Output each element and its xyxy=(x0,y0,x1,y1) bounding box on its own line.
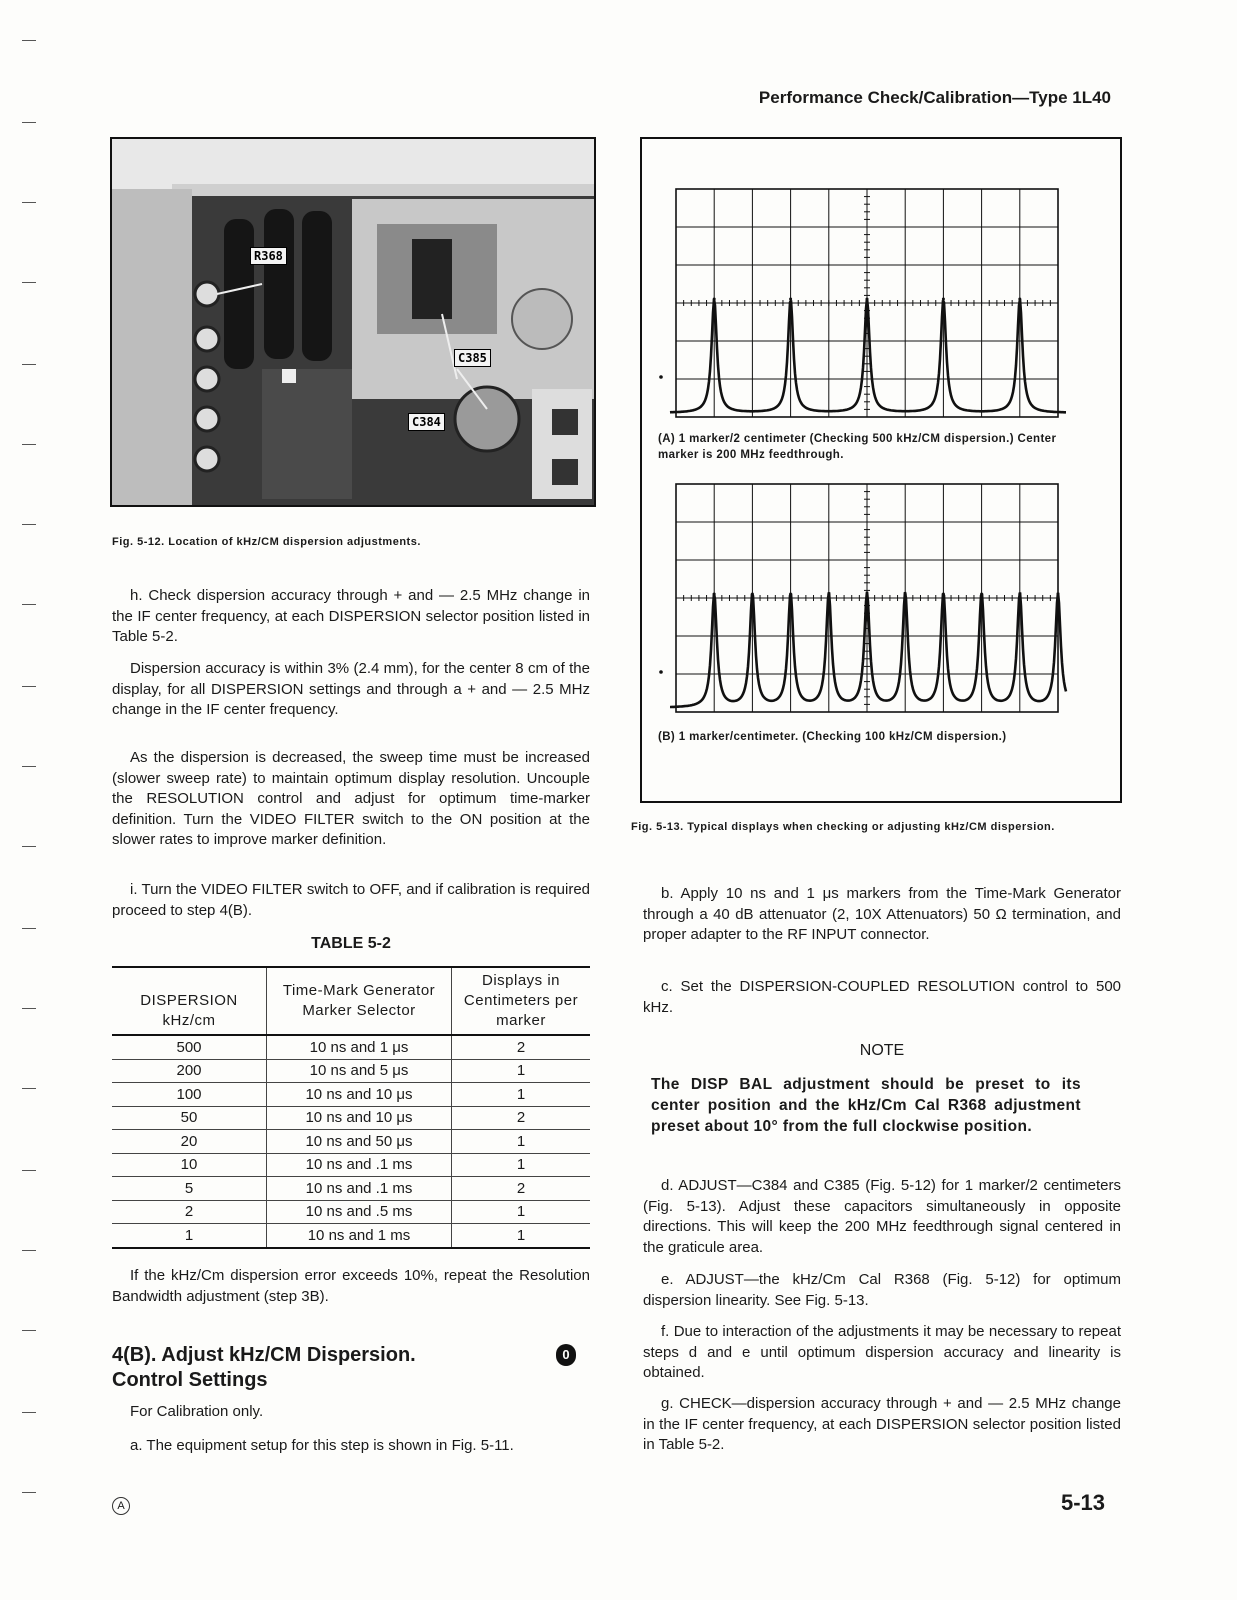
para-step-i: i. Turn the VIDEO FILTER switch to OFF, and if calibration is required proceed to step 4(B). xyxy=(112,881,590,919)
label-c385: C385 xyxy=(454,349,491,367)
circuit-board-illustration xyxy=(112,139,594,505)
cell: 10 ns and 10 μs xyxy=(267,1106,452,1130)
table-5-2 xyxy=(112,966,590,1249)
scope-display-a xyxy=(659,189,1066,417)
cell: 10 ns and 1 ms xyxy=(267,1224,452,1248)
cell: 10 ns and 1 μs xyxy=(267,1035,452,1059)
section-heading: 4(B). Adjust kHz/CM Dispersion. xyxy=(112,1344,416,1366)
fig-5-13-frame xyxy=(640,137,1122,803)
fig-5-13-caption: Fig. 5-13. Typical displays when checking or adjusting kHz/CM dispersion. xyxy=(631,821,1055,833)
table-title: TABLE 5-2 xyxy=(311,935,391,952)
table-row xyxy=(112,1224,590,1248)
fig-5-12-photo xyxy=(110,137,596,507)
scope-displays xyxy=(642,139,1120,801)
note-body: The DISP BAL adjustment should be preset to its center position and the kHz/Cm Cal R368 adjustment preset about 10° from the full clockwise position. xyxy=(651,1076,1081,1135)
cell: 20 xyxy=(112,1130,267,1154)
marker-peak xyxy=(942,298,945,301)
table-row xyxy=(112,1106,590,1130)
table-row xyxy=(112,1083,590,1107)
header-marker-selector: Time-Mark Generator Marker Selector xyxy=(267,967,452,1035)
para-step-f: f. Due to interaction of the adjustments it may be necessary to repeat steps d and e until optimum dispersion accuracy and linearity is obtained. xyxy=(643,1323,1121,1381)
marker-peak xyxy=(1018,298,1021,301)
note-title: NOTE xyxy=(859,1042,905,1059)
label-c384: C384 xyxy=(408,413,445,431)
cell: 200 xyxy=(112,1059,267,1083)
cell: 10 ns and 5 μs xyxy=(267,1059,452,1083)
para-for-calibration: For Calibration only. xyxy=(130,1403,264,1420)
fig-5-12-caption: Fig. 5-12. Location of kHz/CM dispersion adjustments. xyxy=(112,536,421,548)
page-number: 5-13 xyxy=(1060,1490,1105,1515)
cell: 1 xyxy=(452,1224,591,1248)
cell: 2 xyxy=(452,1106,591,1130)
trace-dot xyxy=(659,670,663,674)
para-step-b: b. Apply 10 ns and 1 μs markers from the Time-Mark Generator through a 40 dB attenuator (2, 10X Attenuators) 50 Ω termination, and proper adapter to the RF INPUT connector. xyxy=(643,885,1121,943)
header-displays: Displays in Centimeters per marker xyxy=(452,967,591,1035)
para-step-h: h. Check dispersion accuracy through + and — 2.5 MHz change in the IF center frequency, at each DISPERSION selector position listed in Table 5-2. xyxy=(112,587,590,645)
marker-peak xyxy=(980,593,983,596)
para-sweep-time: As the dispersion is decreased, the sweep time must be increased (slower sweep rate) to maintain optimum display resolution. Uncouple the RESOLUTION control and adjust for optimum time-marker definition. Turn the VIDEO FILTER switch to the ON position at the slower rates to improve marker definition. xyxy=(112,749,590,848)
caption-display-a: (A) 1 marker/2 centimeter (Checking 500 kHz/CM dispersion.) Center marker is 200 MHz feedthrough. xyxy=(658,433,1057,461)
marker-peak xyxy=(942,593,945,596)
cell: 10 xyxy=(112,1153,267,1177)
marker-peak xyxy=(789,593,792,596)
para-step-d: d. ADJUST—C384 and C385 (Fig. 5-12) for 1 marker/2 centimeters (Fig. 5-13). Adjust these capacitors simultaneously in opposite directions. This will keep the 200 MHz feedthrough signal centered in the graticule area. xyxy=(643,1177,1121,1256)
marker-peak xyxy=(866,593,869,596)
marker-peak xyxy=(1057,593,1060,596)
marker-peak xyxy=(866,298,869,301)
cell: 2 xyxy=(452,1177,591,1201)
revision-badge: A xyxy=(112,1497,130,1515)
marker-peak xyxy=(713,298,716,301)
cell: 10 ns and .1 ms xyxy=(267,1177,452,1201)
cell: 1 xyxy=(452,1200,591,1224)
cell: 2 xyxy=(112,1200,267,1224)
trace-dot xyxy=(659,375,663,379)
para-step-e: e. ADJUST—the kHz/Cm Cal R368 (Fig. 5-12) for optimum dispersion linearity. See Fig. 5-13. xyxy=(643,1271,1121,1309)
running-header: Performance Check/Calibration—Type 1L40 xyxy=(758,88,1111,107)
table-row xyxy=(112,1153,590,1177)
cell: 50 xyxy=(112,1106,267,1130)
trace-line xyxy=(670,592,1066,707)
scope-display-b xyxy=(659,484,1066,712)
label-r368: R368 xyxy=(250,247,287,265)
header-dispersion: DISPERSION kHz/cm xyxy=(112,967,267,1035)
marker-peak xyxy=(904,593,907,596)
table-row xyxy=(112,1200,590,1224)
para-step-g: g. CHECK—dispersion accuracy through + and — 2.5 MHz change in the IF center frequency, at each DISPERSION selector position listed in Table 5-2. xyxy=(643,1395,1121,1453)
table-row xyxy=(112,1059,590,1083)
cell: 2 xyxy=(452,1035,591,1059)
cell: 1 xyxy=(452,1130,591,1154)
table-row xyxy=(112,1177,590,1201)
marker-peak xyxy=(751,593,754,596)
trace-line xyxy=(670,299,1066,413)
cell: 10 ns and .1 ms xyxy=(267,1153,452,1177)
calibration-symbol-icon: 0 xyxy=(556,1344,576,1366)
table-row xyxy=(112,1035,590,1059)
cell: 500 xyxy=(112,1035,267,1059)
para-step-a: a. The equipment setup for this step is shown in Fig. 5-11. xyxy=(130,1437,514,1454)
para-dispersion-accuracy: Dispersion accuracy is within 3% (2.4 mm), for the center 8 cm of the display, for all DISPERSION settings and through a + and — 2.5 MHz change in the IF center frequency. xyxy=(112,660,590,718)
cell: 10 ns and .5 ms xyxy=(267,1200,452,1224)
cell: 1 xyxy=(452,1153,591,1177)
cell: 1 xyxy=(452,1083,591,1107)
cell: 5 xyxy=(112,1177,267,1201)
cell: 10 ns and 50 μs xyxy=(267,1130,452,1154)
section-subheading: Control Settings xyxy=(112,1369,268,1391)
table-row xyxy=(112,1130,590,1154)
marker-peak xyxy=(1018,593,1021,596)
marker-peak xyxy=(713,593,716,596)
caption-display-b: (B) 1 marker/centimeter. (Checking 100 kHz/CM dispersion.) xyxy=(658,731,1007,743)
margin-marks xyxy=(22,0,42,1600)
cell: 10 ns and 10 μs xyxy=(267,1083,452,1107)
cell: 100 xyxy=(112,1083,267,1107)
para-step-c: c. Set the DISPERSION-COUPLED RESOLUTION control to 500 kHz. xyxy=(643,978,1121,1016)
marker-peak xyxy=(789,298,792,301)
cell: 1 xyxy=(452,1059,591,1083)
cell: 1 xyxy=(112,1224,267,1248)
marker-peak xyxy=(827,593,830,596)
para-error-exceeds: If the kHz/Cm dispersion error exceeds 10%, repeat the Resolution Bandwidth adjustment (step 3B). xyxy=(112,1267,590,1305)
